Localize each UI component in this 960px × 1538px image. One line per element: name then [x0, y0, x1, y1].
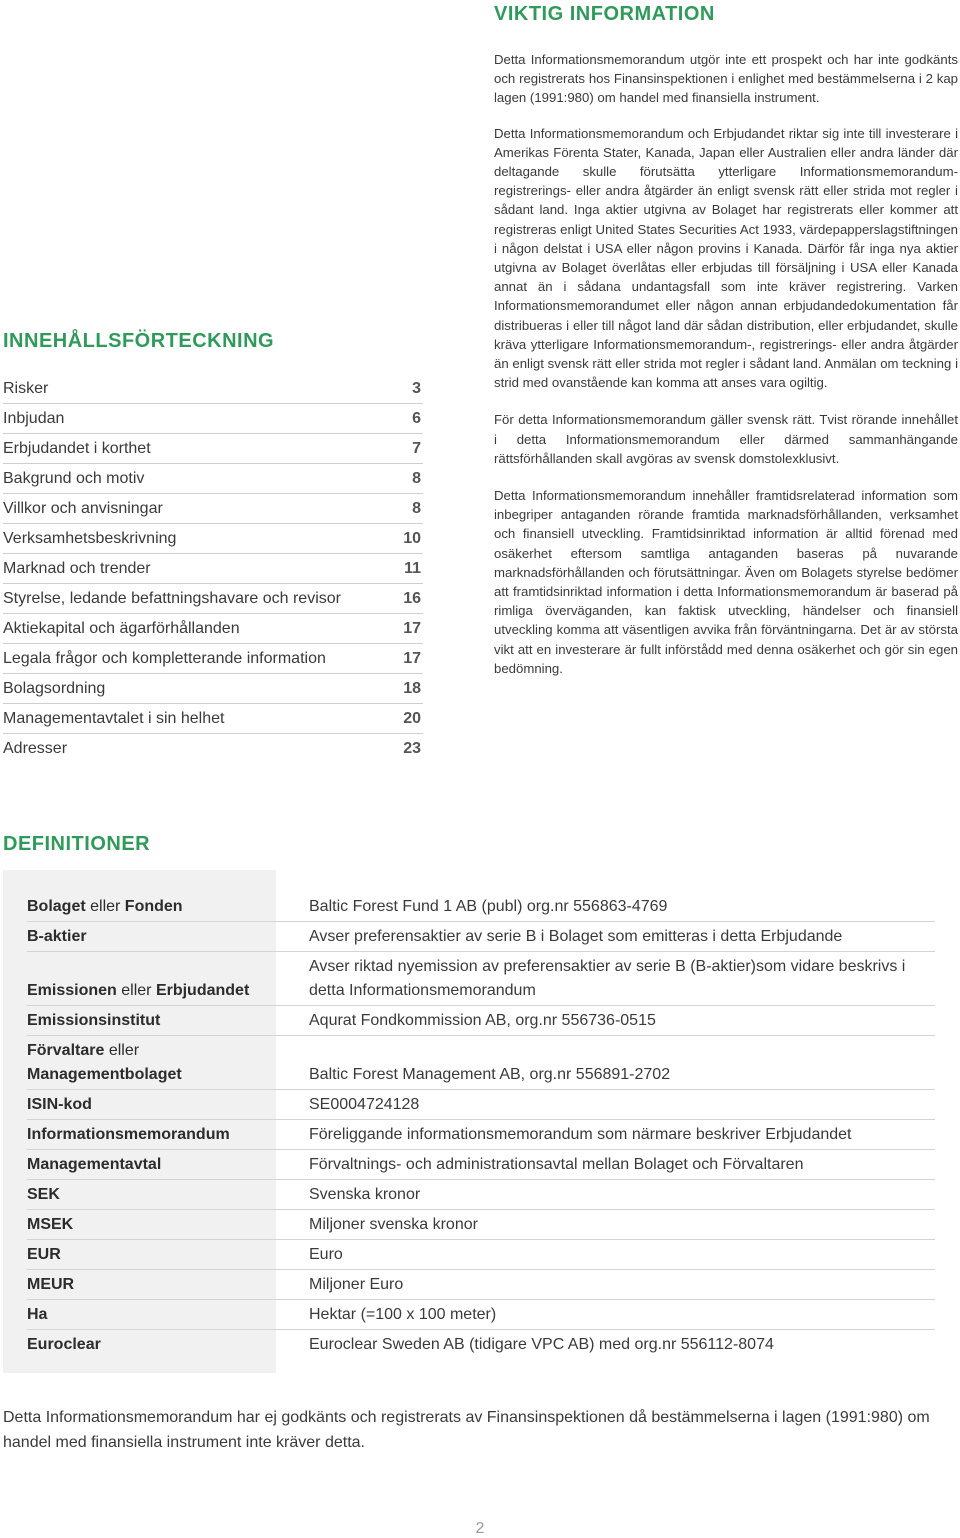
definition-term: [27, 1300, 309, 1330]
definition-row: [27, 1210, 935, 1240]
definition-term-main: MSEK: [27, 1216, 74, 1233]
toc-list: [3, 374, 423, 764]
definition-term-main: Ha: [27, 1306, 48, 1323]
definition-term-conjunction: eller: [104, 1042, 140, 1059]
definition-row: [27, 892, 935, 922]
definition-row: [27, 1300, 935, 1330]
definition-row: [27, 1036, 935, 1090]
toc-item-page: 18: [403, 679, 421, 697]
toc-item[interactable]: [3, 614, 423, 644]
page-number: 2: [475, 1520, 485, 1537]
definition-value: Miljoner svenska kronor: [309, 1210, 935, 1240]
toc-item-label: Villkor och anvisningar: [3, 499, 163, 517]
definition-term-main: Förvaltare: [27, 1042, 105, 1059]
definition-term: [27, 1120, 309, 1150]
toc-item-label: Erbjudandet i korthet: [3, 439, 151, 457]
definition-term-main: B-aktier: [27, 928, 87, 945]
definition-value: Euroclear Sweden AB (tidigare VPC AB) med org.nr 556112-8074: [309, 1336, 774, 1353]
toc-item-page: 10: [403, 529, 421, 547]
important-paragraph-4: Detta Informationsmemorandum innehåller framtidsrelaterad information som inbegriper antaganden rörande framtida marknadsförhållanden, verksamhet och finansiell utveckling. Framtidsinriktad information är alltid förenad med osäkerhet eftersom samtliga antaganden baseras på nuvarande marknadsförhållanden och förutsättningar. Även om Bolagets styrelse bedömer att framtidsinriktad information i detta Informationsmemorandum är baserad på rimliga överväganden, kan faktisk utveckling, händelser och finansiell utveckling komma att väsentligen avvika från förväntningarna. Det är av största vikt att en investerare är fullt införstådd med denna osäkerhet och gör sin egen bedömning.: [494, 488, 958, 676]
definition-term-conjunction: eller: [85, 898, 125, 915]
toc-item-page: 6: [412, 409, 421, 427]
definition-term-main: ISIN-kod: [27, 1096, 92, 1113]
definition-term-conjunction: eller: [116, 982, 156, 999]
definition-term: [27, 1090, 309, 1120]
definition-term-main: Informationsmemorandum: [27, 1126, 230, 1143]
definition-row: [27, 952, 935, 1006]
definition-row: [27, 1180, 935, 1210]
definition-row: [27, 922, 935, 952]
table-of-contents: [3, 328, 423, 764]
definition-value: Miljoner Euro: [309, 1270, 935, 1300]
definition-term-main: Bolaget: [27, 898, 86, 915]
definition-row: [27, 1006, 935, 1036]
toc-item-label: Styrelse, ledande befattningshavare och revisor: [3, 589, 341, 607]
toc-item[interactable]: [3, 734, 423, 764]
definition-term-main: SEK: [27, 1186, 60, 1203]
toc-item[interactable]: [3, 554, 423, 584]
definition-term: [27, 1180, 309, 1210]
toc-item-page: 16: [403, 589, 421, 607]
definition-row: [27, 1120, 935, 1150]
definition-value: Föreliggande informationsmemorandum som närmare beskriver Erbjudandet: [309, 1120, 935, 1150]
definition-value: Svenska kronor: [309, 1180, 935, 1210]
definitions-heading: DEFINITIONER: [3, 833, 151, 855]
toc-item-page: 3: [412, 379, 421, 397]
definition-term: [27, 1330, 309, 1360]
toc-item-page: 7: [412, 439, 421, 457]
definition-value: Baltic Forest Management AB, org.nr 556891-2702: [309, 1036, 935, 1090]
important-paragraph-3: För detta Informationsmemorandum gäller svensk rätt. Tvist rörande innehållet i detta Informationsmemorandum eller därmed sammanhängande rättsförhållanden skall avgöras av svensk domstolexklusivt.: [494, 412, 958, 466]
definition-value: Hektar (=100 x 100 meter): [309, 1300, 935, 1330]
definition-term-main: MEUR: [27, 1276, 75, 1293]
toc-item-page: 8: [412, 469, 421, 487]
definition-term-alt: Erbjudandet: [155, 982, 250, 999]
definition-term: [27, 922, 309, 952]
toc-item-label: Marknad och trender: [3, 559, 151, 577]
toc-item[interactable]: [3, 524, 423, 554]
definition-value: Avser preferensaktier av serie B i Bolaget som emitteras i detta Erbjudande: [309, 922, 935, 952]
toc-item-page: 17: [403, 619, 421, 637]
definitions-panel: [3, 870, 959, 1373]
definition-term-main: Emissionen: [27, 982, 117, 999]
definition-term-alt: Fonden: [124, 898, 183, 915]
footer-note: Detta Informationsmemorandum har ej godkänts och registrerats av Finansinspektionen då bestämmelserna i lagen (1991:980) om handel med finansiella instrument inte kräver detta.: [3, 1409, 930, 1451]
definition-term: [27, 1270, 309, 1300]
toc-item-page: 11: [404, 559, 421, 577]
toc-heading: INNEHÅLLSFÖRTECKNING: [3, 330, 275, 352]
definition-term-main: Euroclear: [27, 1336, 101, 1353]
definition-term-main: Emissionsinstitut: [27, 1012, 161, 1029]
toc-item[interactable]: [3, 434, 423, 464]
toc-item[interactable]: [3, 644, 423, 674]
toc-item-label: Bolagsordning: [3, 679, 106, 697]
toc-item-label: Inbjudan: [3, 409, 65, 427]
definition-term: [27, 1240, 309, 1270]
definition-row: [27, 1330, 935, 1360]
important-paragraph-1: Detta Informationsmemorandum utgör inte ett prospekt och har inte godkänts och registrerats hos Finansinspektionen i enlighet med bestämmelserna i 2 kap lagen (1991:980) om handel med finansiella instrument.: [494, 52, 958, 106]
toc-item[interactable]: [3, 584, 423, 614]
definition-term: [27, 892, 309, 922]
definitions-table: [27, 892, 935, 1359]
toc-item[interactable]: [3, 464, 423, 494]
definition-value: Aqurat Fondkommission AB, org.nr 556736-0515: [309, 1006, 935, 1036]
toc-item-label: Managementavtalet i sin helhet: [3, 709, 225, 727]
definition-value: Förvaltnings- och administrationsavtal mellan Bolaget och Förvaltaren: [309, 1150, 935, 1180]
definition-value: Avser riktad nyemission av preferensaktier av serie B (B-aktier)som vidare beskrivs i detta Informationsmemorandum: [309, 952, 935, 1006]
definition-term: [27, 952, 309, 1006]
definition-row: [27, 1240, 935, 1270]
important-information-section: [494, 2, 958, 678]
toc-item[interactable]: [3, 704, 423, 734]
definition-term: [27, 1150, 309, 1180]
toc-item-page: 17: [403, 649, 421, 667]
definition-row: [27, 1150, 935, 1180]
toc-item-label: Risker: [3, 379, 49, 397]
toc-item-label: Aktiekapital och ägarförhållanden: [3, 619, 240, 637]
toc-item-label: Adresser: [3, 740, 68, 757]
definition-term-main: Managementavtal: [27, 1156, 162, 1173]
definition-term: [27, 1210, 309, 1240]
definition-value: Euro: [309, 1240, 935, 1270]
toc-item[interactable]: [3, 404, 423, 434]
toc-item-label: Legala frågor och kompletterande information: [3, 649, 326, 667]
toc-item-page: 20: [403, 709, 421, 727]
definition-term: [27, 1036, 309, 1090]
toc-item[interactable]: [3, 494, 423, 524]
toc-item[interactable]: [3, 374, 423, 404]
toc-item-page: 8: [412, 499, 421, 517]
definition-term-alt: Managementbolaget: [27, 1066, 182, 1083]
toc-item-page: 23: [403, 740, 421, 757]
important-paragraph-2: Detta Informationsmemorandum och Erbjudandet riktar sig inte till investerare i Amerikas Förenta Stater, Kanada, Japan eller Australien eller andra länder där deltagande skulle förutsätta ytterligare Informationsmemorandum- registrerings- eller andra åtgärder än enligt svensk rätt eller strida mot regler i sådant land. Inga aktier utgivna av Bolaget har registrerats eller kommer att registreras enligt United States Securities Act 1933, värdepapperslagstiftningen i någon delstat i USA eller någon provins i Kanada. Därför får inga nya aktier utgivna av Bolaget överlåtas eller erbjudas till försäljning i USA eller Kanada annat än i sådana undantagsfall som inte kräver registrering. Varken Informationsmemorandumet eller någon annan erbjudandedokumentation får distribueras i eller till något land där sådan distribution, eller erbjudandet, skulle kräva ytterligare Informationsmemorandum-, registrerings- eller andra åtgärder än enligt svensk rätt eller strida mot regler i sådant land. Anmälan om teckning i strid med ovanstående kan komma att anses vara ogiltig.: [494, 125, 958, 391]
toc-item-label: Bakgrund och motiv: [3, 469, 145, 487]
toc-item[interactable]: [3, 674, 423, 704]
definition-value: Baltic Forest Fund 1 AB (publ) org.nr 556863-4769: [309, 892, 935, 922]
definition-row: [27, 1270, 935, 1300]
definition-term: [27, 1006, 309, 1036]
important-information-heading: VIKTIG INFORMATION: [494, 3, 715, 25]
definition-term-main: EUR: [27, 1246, 61, 1263]
definition-value: SE0004724128: [309, 1090, 935, 1120]
definition-row: [27, 1090, 935, 1120]
toc-item-label: Verksamhetsbeskrivning: [3, 529, 177, 547]
